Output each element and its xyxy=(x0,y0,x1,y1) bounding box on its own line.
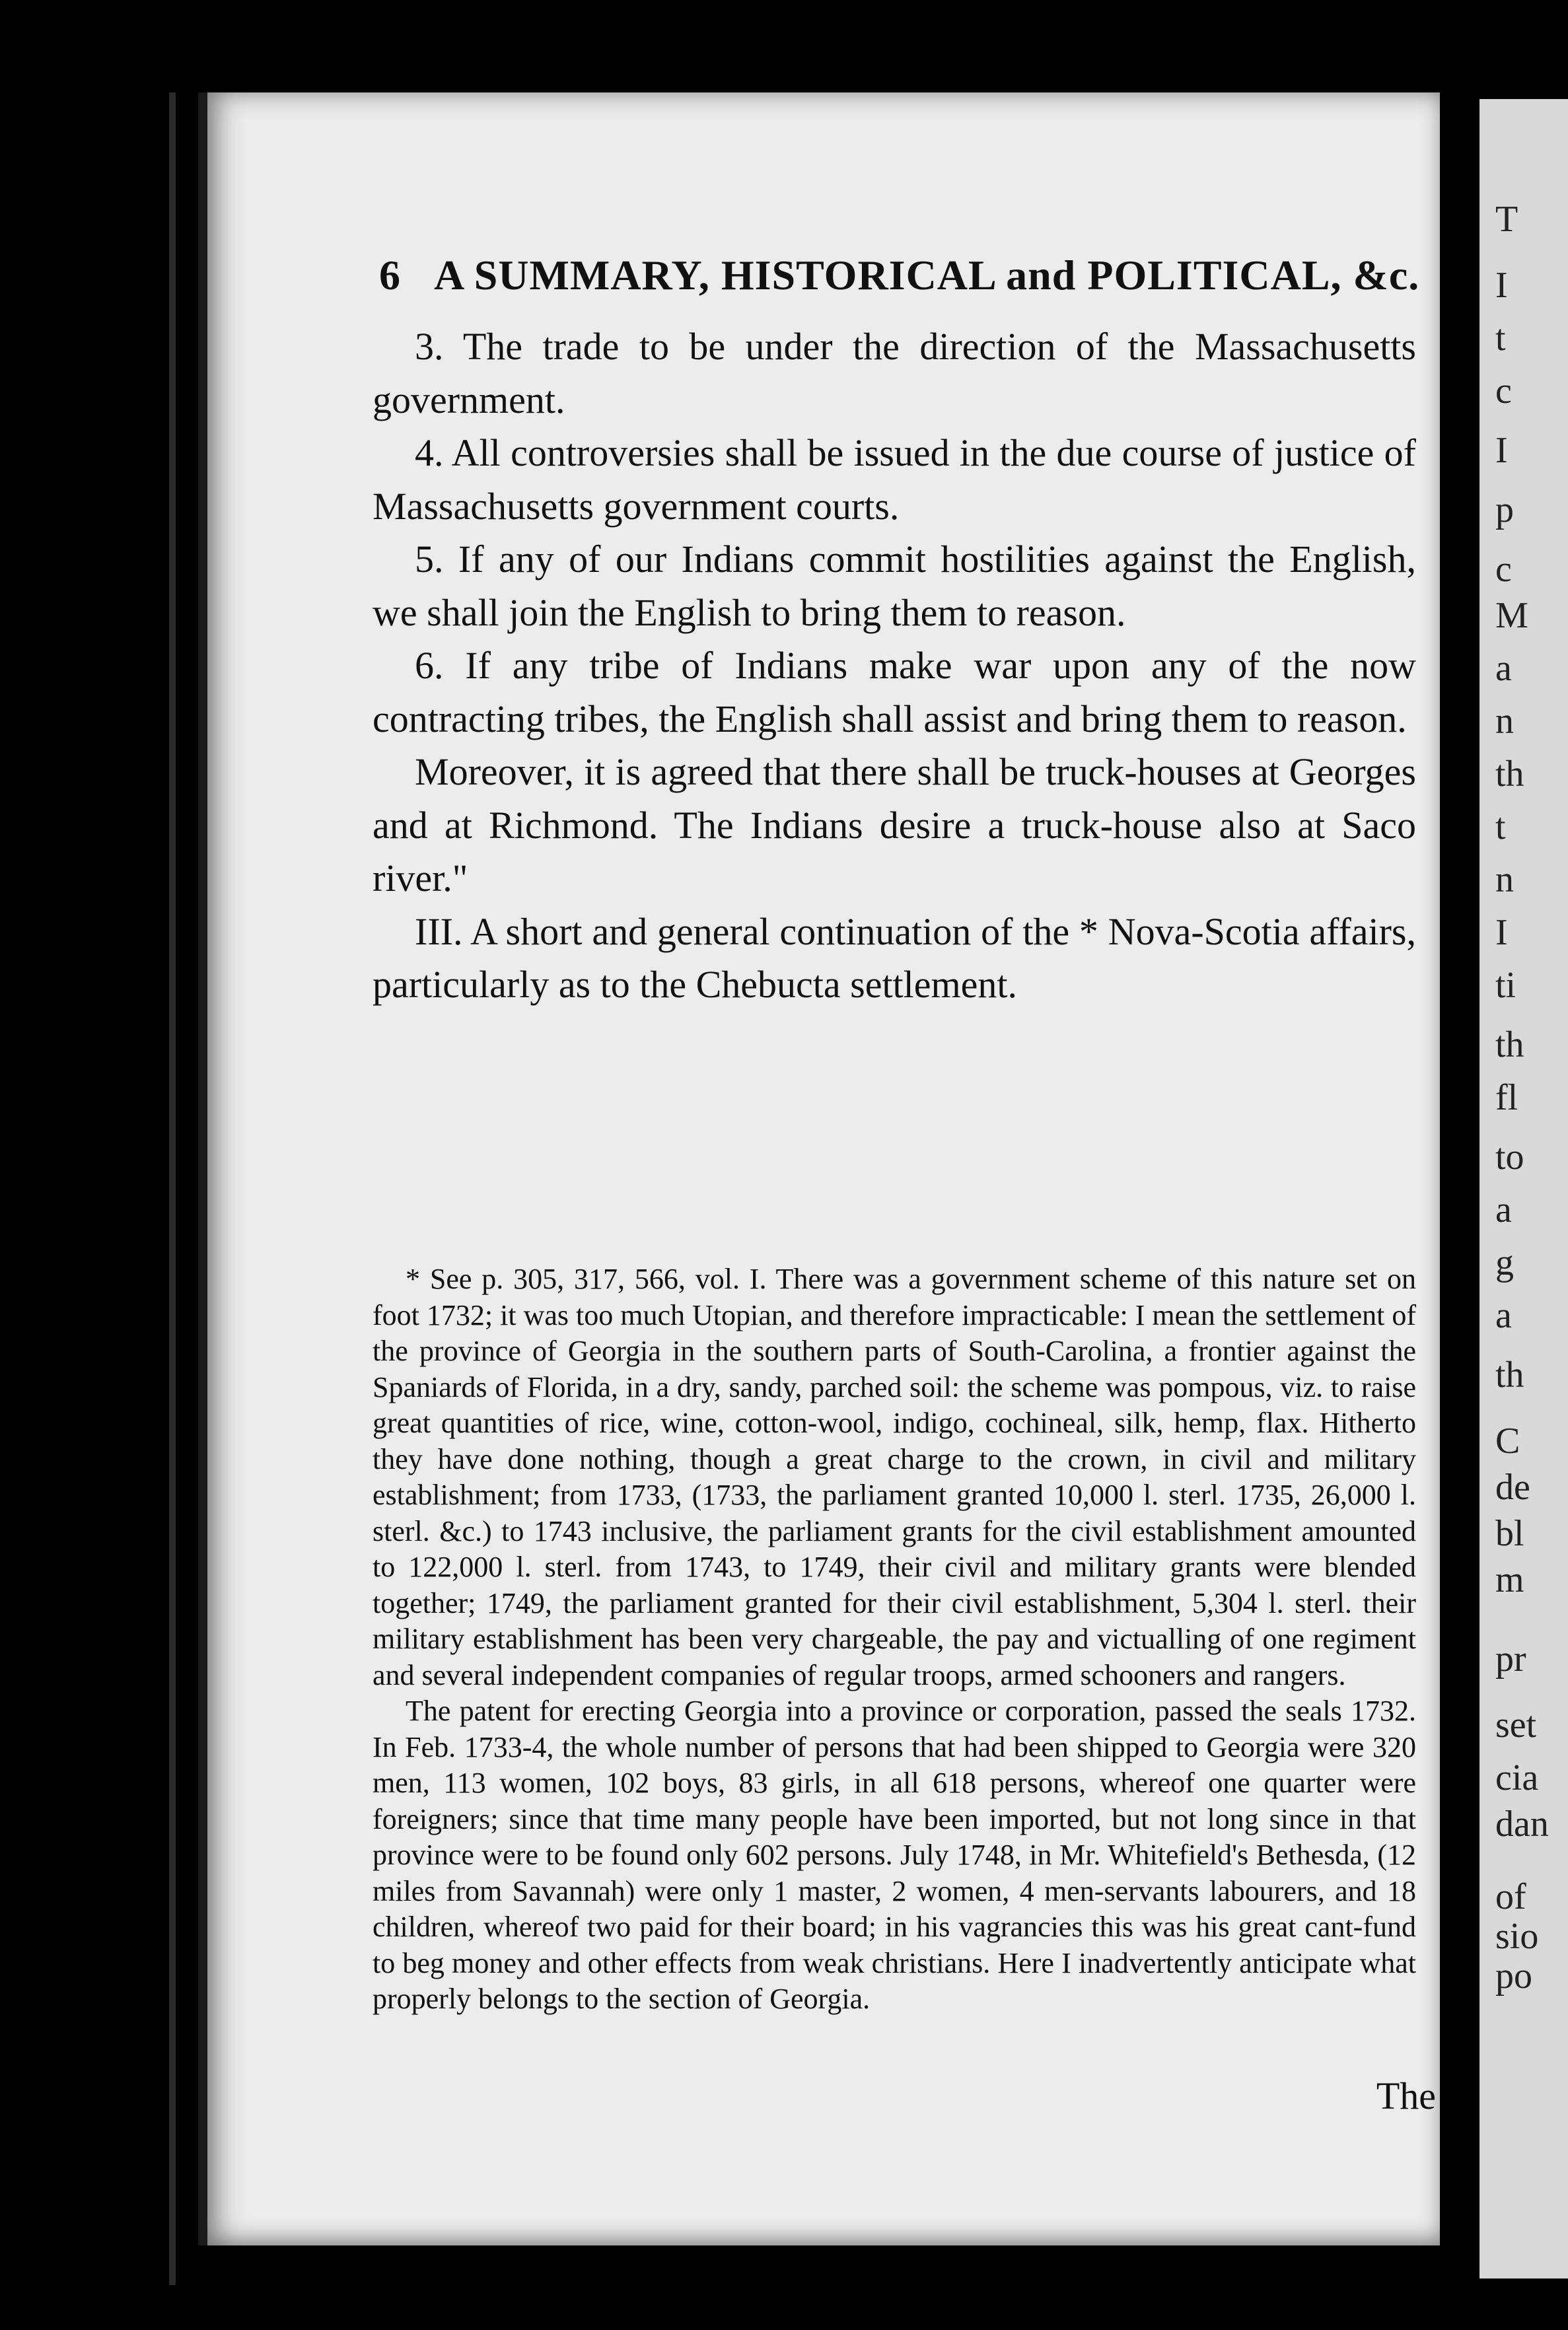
adjacent-page-fragment: a xyxy=(1495,1295,1512,1336)
adjacent-page-fragment: p xyxy=(1495,489,1514,530)
adjacent-page-fragment: t xyxy=(1495,806,1506,847)
spine-edge xyxy=(169,92,176,2285)
adjacent-page-fragment: dan xyxy=(1495,1804,1549,1845)
page-edge-shadow xyxy=(1440,79,1479,2278)
adjacent-page-fragment: M xyxy=(1495,595,1528,636)
adjacent-page-fragment: c xyxy=(1495,549,1512,590)
footnote-block xyxy=(373,1261,1416,2018)
paragraph-article-5: 5. If any of our Indians commit hostilities against the English, we shall join the English to bring them to reason. xyxy=(373,538,1416,634)
adjacent-page-fragment: I xyxy=(1495,430,1508,471)
adjacent-page-fragment: pr xyxy=(1495,1639,1526,1679)
adjacent-page-fragment: n xyxy=(1495,859,1514,900)
adjacent-page-fragment: cia xyxy=(1495,1757,1539,1798)
paragraph-section-iii: III. A short and general continuation of the * Nova-Scotia affairs, particularly as to the Chebucta settlement. xyxy=(373,909,1416,1006)
adjacent-page-fragment: bl xyxy=(1495,1513,1524,1554)
adjacent-page-fragment: ti xyxy=(1495,965,1516,1006)
binding-gutter xyxy=(0,0,198,2330)
adjacent-page-fragment: to xyxy=(1495,1137,1524,1178)
adjacent-page-fragment: I xyxy=(1495,912,1508,953)
running-header xyxy=(379,251,1420,300)
adjacent-page-fragment: sio xyxy=(1495,1916,1539,1957)
book-page xyxy=(198,92,1440,2245)
adjacent-page-fragment: t xyxy=(1495,318,1506,359)
adjacent-page-fragment: de xyxy=(1495,1467,1530,1508)
adjacent-page-fragment: set xyxy=(1495,1705,1537,1746)
paragraph-truck-houses: Moreover, it is agreed that there shall be truck-houses at Georges and at Richmond. The Indians desire a truck-house also at Saco river." xyxy=(373,750,1416,900)
page-number: 6 xyxy=(379,252,401,299)
catchword: The xyxy=(1376,2074,1436,2117)
adjacent-page-fragment: of xyxy=(1495,1876,1526,1917)
paragraph-article-4: 4. All controversies shall be issued in the due course of justice of Massachusetts government courts. xyxy=(373,431,1416,528)
main-text-block xyxy=(373,320,1416,1012)
paragraph-article-6: 6. If any tribe of Indians make war upon any of the now contracting tribes, the English shall assist and bring them to reason. xyxy=(373,644,1416,740)
adjacent-page-fragment: c xyxy=(1495,371,1512,411)
adjacent-page-fragment: n xyxy=(1495,701,1514,742)
adjacent-page-fragment: fl xyxy=(1495,1077,1518,1118)
adjacent-page-fragment: g xyxy=(1495,1242,1514,1283)
adjacent-page-fragment: po xyxy=(1495,1956,1532,1996)
adjacent-page-fragment: C xyxy=(1495,1421,1520,1462)
adjacent-page-fragment: th xyxy=(1495,1024,1524,1065)
adjacent-page-fragment: T xyxy=(1495,199,1518,240)
adjacent-page-fragment: a xyxy=(1495,648,1512,689)
paragraph-article-3: 3. The trade to be under the direction of the Massachusetts government. xyxy=(373,325,1416,421)
adjacent-page-fragment: th xyxy=(1495,1355,1524,1395)
adjacent-page-fragment: a xyxy=(1495,1189,1512,1230)
footnote-georgia-scheme: * See p. 305, 317, 566, vol. I. There was a government scheme of this nature set on foot 1732; it was too much Utopian, and therefore impracticable: I mean the settlement of the province of Georgia in the southern parts of South-Carolina, a frontier against the Spaniards of Florida, in a dry, sandy, parched soil: the scheme was pompous, viz. to raise great quantities of rice, wine, cotton-wool, indigo, cochineal, silk, hemp, flax. Hitherto they have done nothing, though a great charge to the crown, in civil and military establishment; from 1733, (1733, the parliament granted 10,000 l. sterl. 1735, 26,000 l. sterl. &c.) to 1743 inclusive, the parliament grants for the civil establishment amounted to 122,000 l. sterl. from 1743, to 1749, their civil and military grants were blended together; 1749, the parliament granted for their civil establishment, 5,304 l. sterl. their military establishment has been very chargeable, the pay and victualling of one regiment and several independent companies of regular troops, armed schooners and rangers. xyxy=(373,1263,1416,1691)
adjacent-page-fragment: m xyxy=(1495,1559,1524,1600)
adjacent-page-fragment: th xyxy=(1495,754,1524,794)
adjacent-page-strip xyxy=(1479,99,1568,2278)
adjacent-page-fragment: I xyxy=(1495,265,1508,306)
footnote-georgia-patent: The patent for erecting Georgia into a province or corporation, passed the seals 1732. In Feb. 1733-4, the whole number of persons that had been shipped to Georgia were 320 men, 113 women, 102 boys, 83 girls, in all 618 persons, whereof one quarter were foreigners; since that time many people have been imported, but not long since in that province were to be found only 602 persons. July 1748, in Mr. Whitefield's Bethesda, (12 miles from Savannah) were only 1 master, 2 women, 4 men-servants labourers, and 18 children, whereof two paid for their board; in his vagrancies this was his great cant-fund to beg money and other effects from weak christians. Here I inadvertently anticipate what properly belongs to the section of Georgia. xyxy=(373,1695,1416,2015)
running-title: A SUMMARY, HISTORICAL and POLITICAL, &c. xyxy=(434,252,1420,299)
